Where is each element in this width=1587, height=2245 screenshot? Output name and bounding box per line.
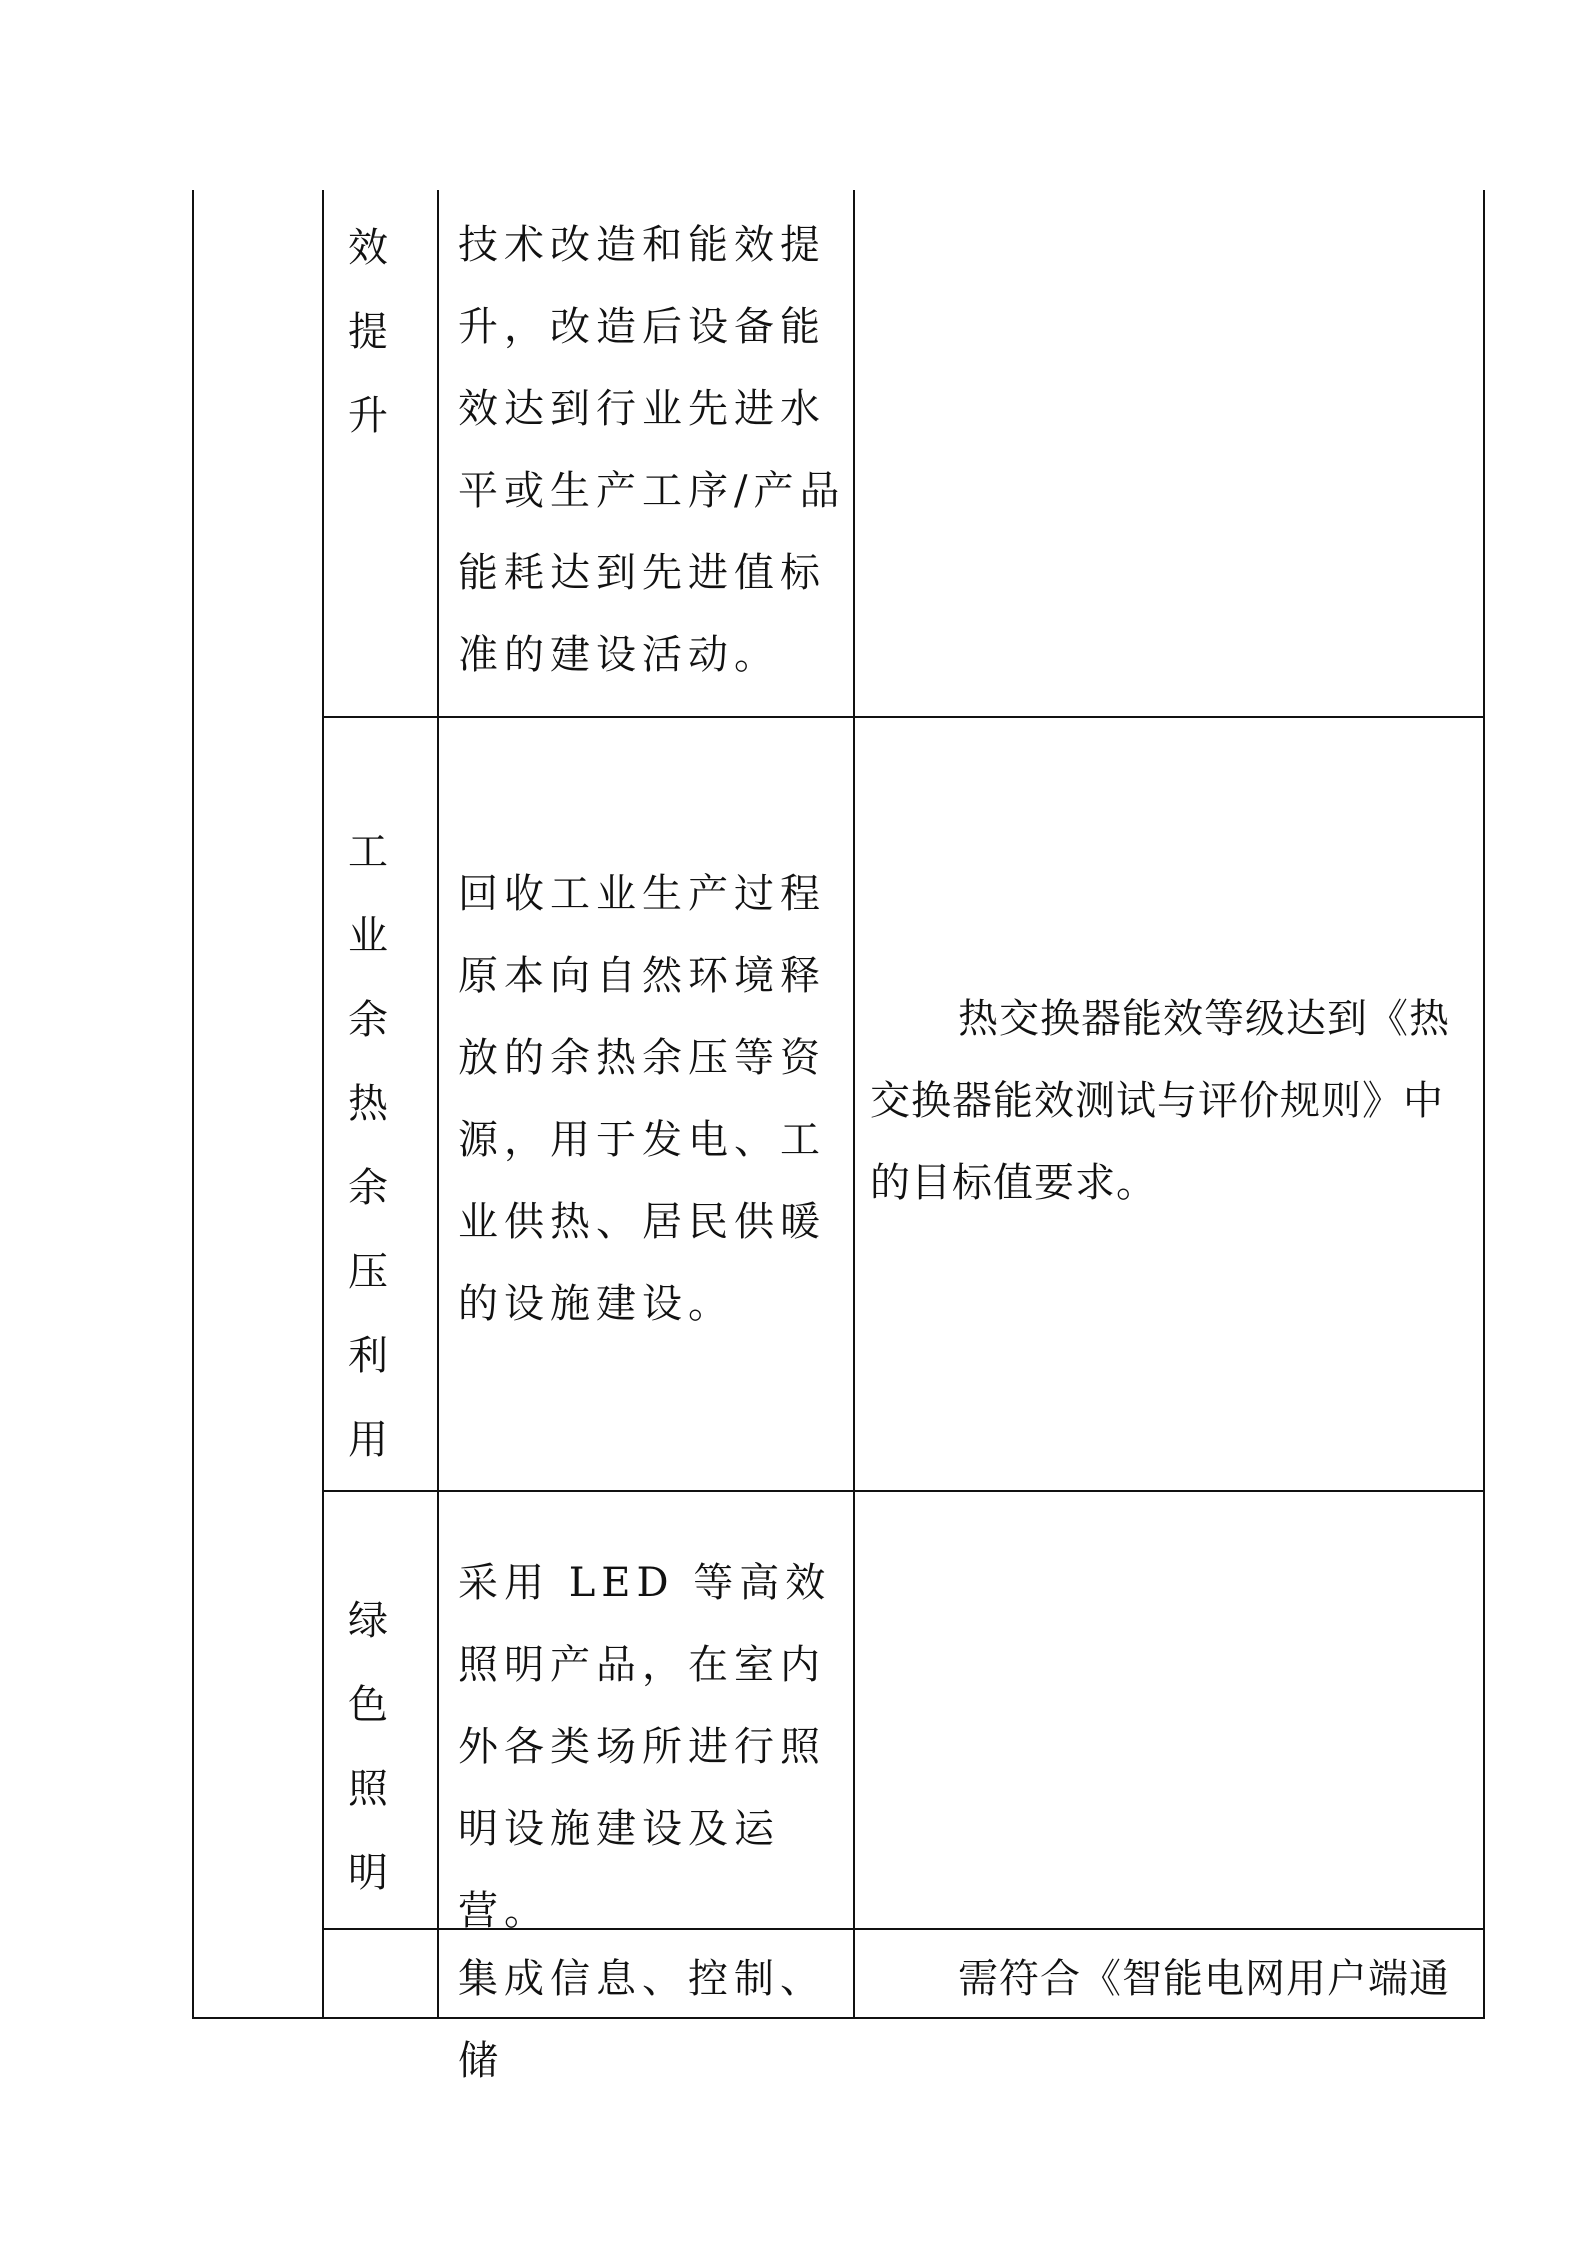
table-divider-col2 — [437, 190, 439, 2019]
table-border-left — [192, 190, 194, 2019]
table-divider-col3 — [853, 190, 855, 2019]
row3-category: 绿 色 照 明 — [348, 1598, 388, 1896]
row1-category: 效 提 升 — [348, 225, 388, 439]
row2-requirement: 热交换器能效等级达到《热交换器能效测试与评价规则》中的目标值要求。 — [870, 996, 1450, 1206]
row-divider-2 — [322, 1490, 1485, 1492]
table-border-right — [1483, 190, 1485, 2019]
row3-description: 采用 LED 等高效照明产品，在室内外各类场所进行照明设施建设及运营。 — [458, 1560, 832, 1934]
table-divider-col1 — [322, 190, 324, 2019]
row1-description: 技术改造和能效提升，改造后设备能效达到行业先进水平或生产工序/产品能耗达到先进值标准的建设活动。 — [458, 222, 846, 678]
row2-category: 工 业 余 热 余 压 利 用 — [348, 829, 388, 1463]
row4-requirement: 需符合《智能电网用户端通 — [958, 1956, 1450, 2002]
row-divider-1 — [322, 716, 1485, 718]
row2-description: 回收工业生产过程原本向自然环境释放的余热余压等资源，用于发电、工业供热、居民供暖的设施建设。 — [458, 871, 826, 1327]
row4-description: 集成信息、控制、储 — [458, 1956, 826, 2084]
